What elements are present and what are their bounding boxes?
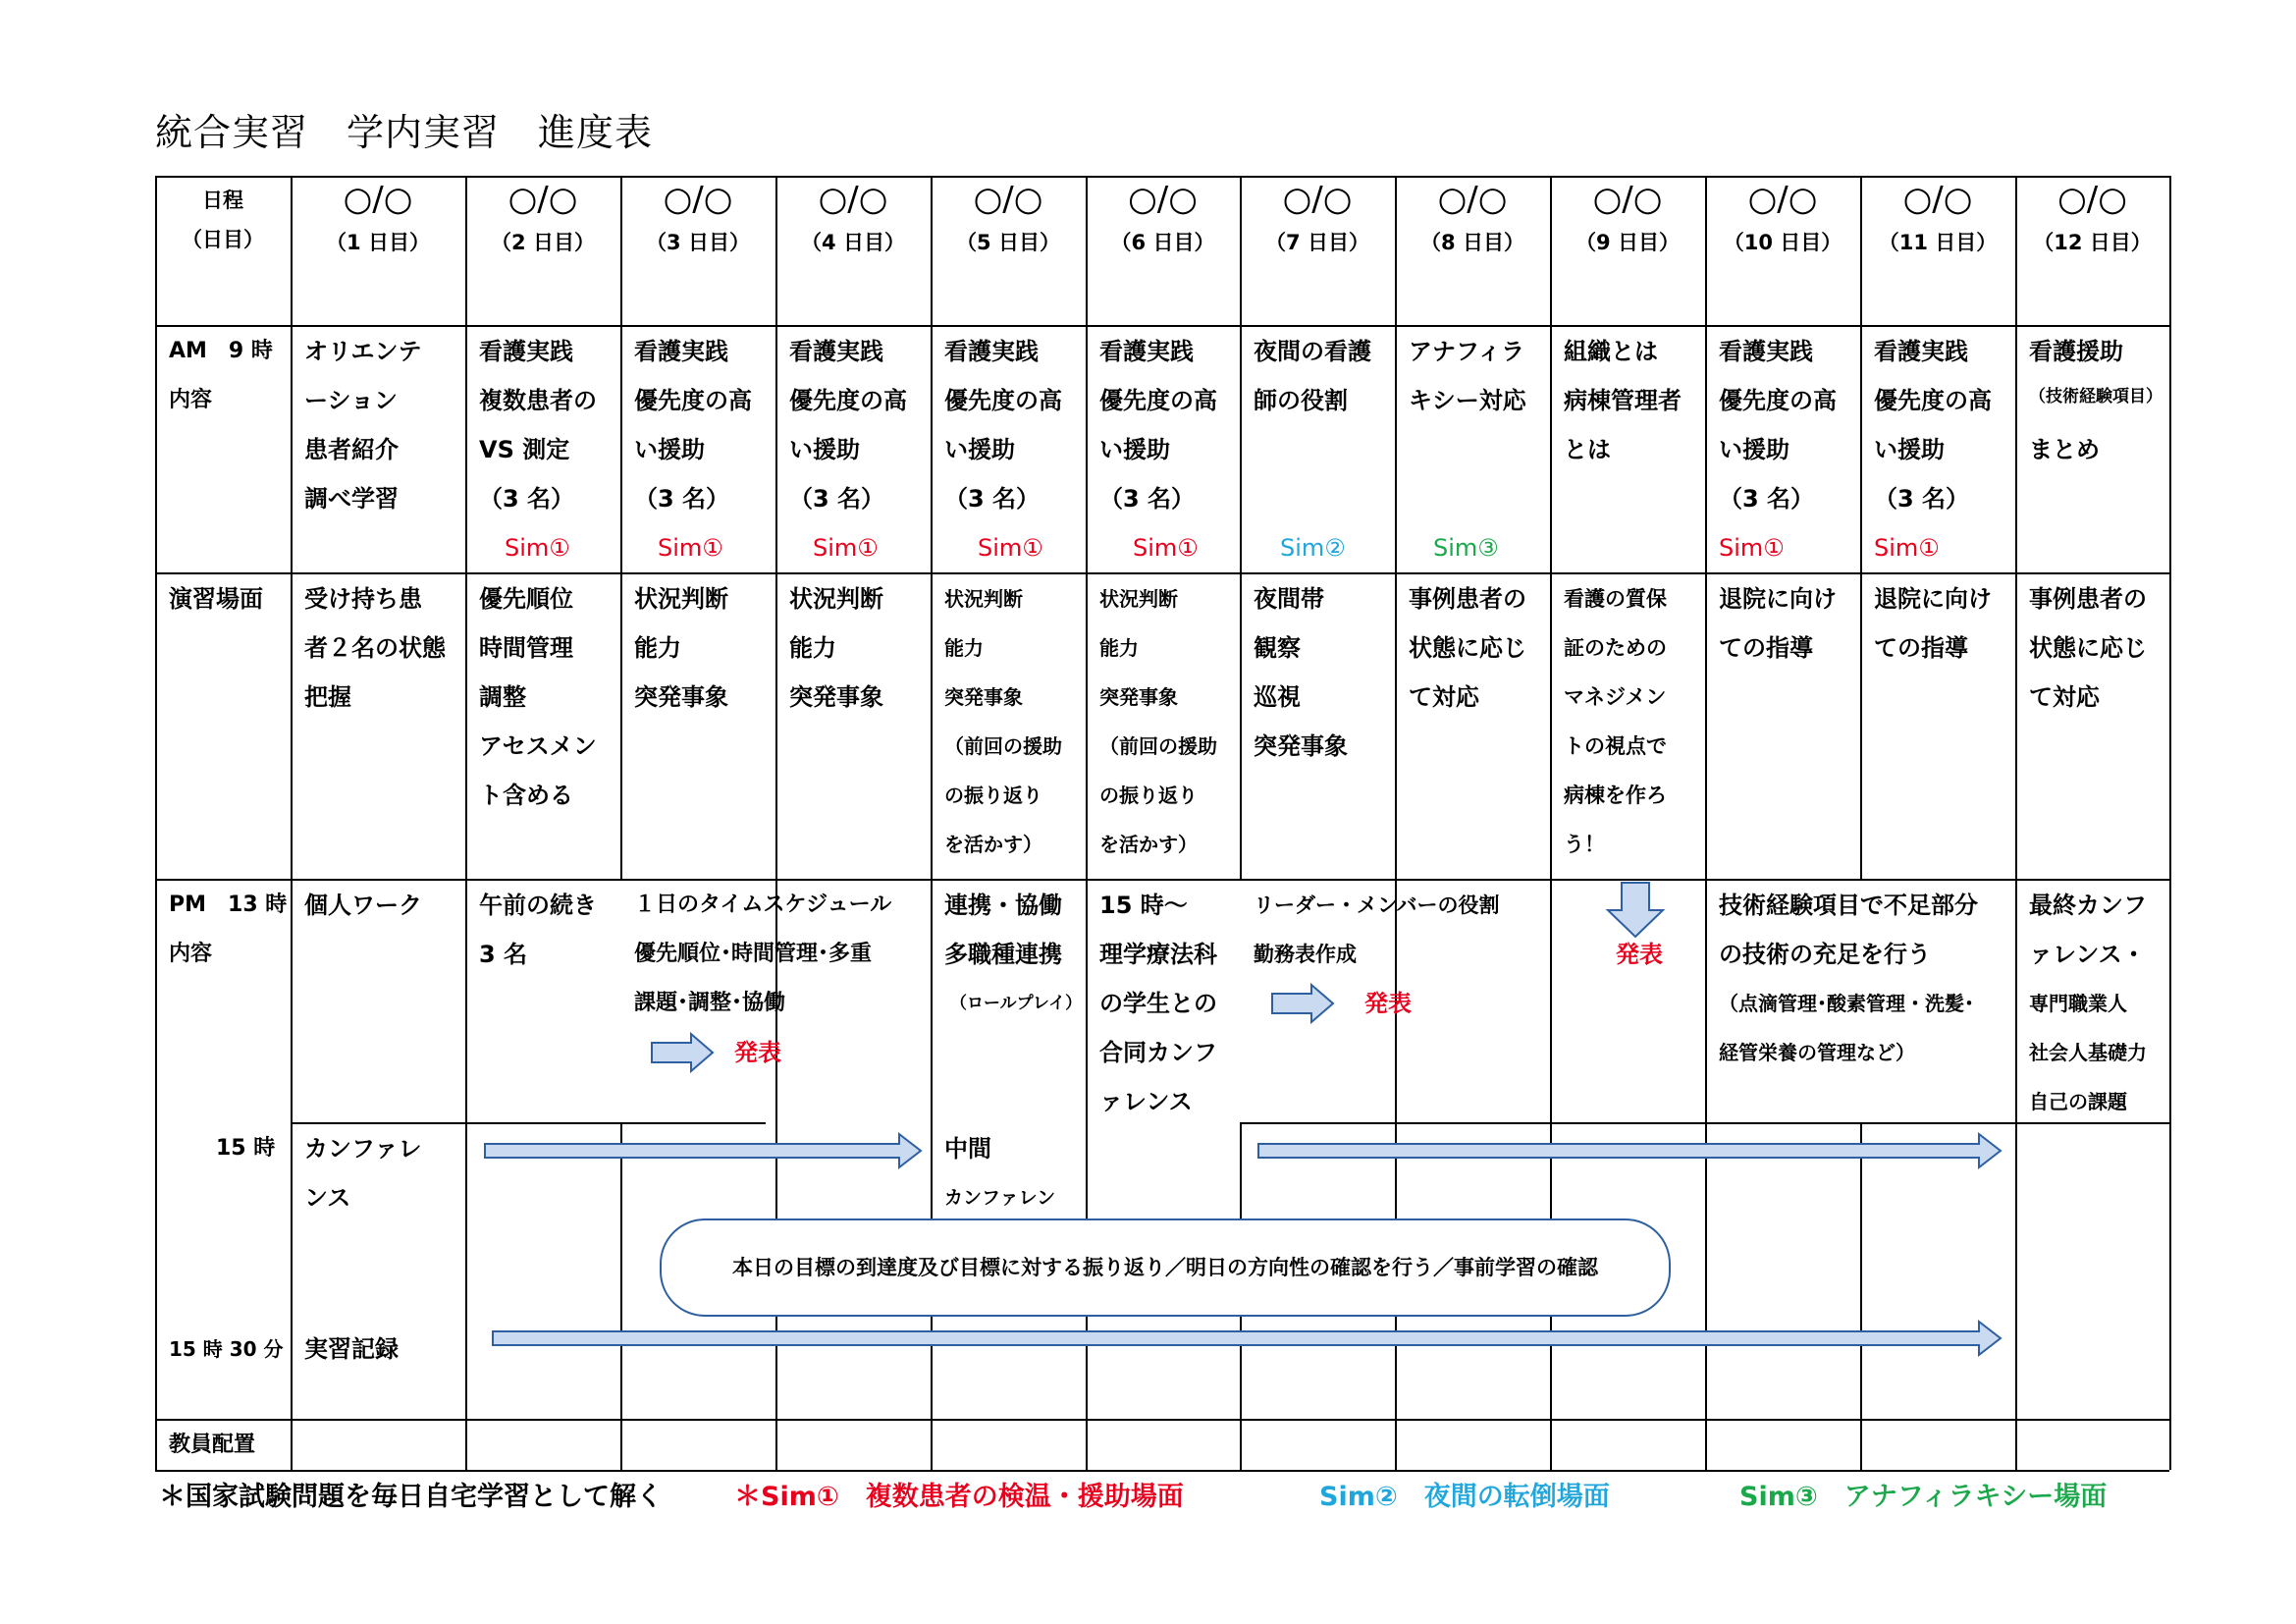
am-cell: 看護実践 複数患者の VS 測定 （3 名） bbox=[479, 338, 597, 513]
sim-label: Sim① bbox=[1719, 534, 1785, 562]
present-label: 発表 bbox=[1364, 990, 1412, 1017]
scene-cell: 退院に向け ての指導 bbox=[1719, 585, 1837, 662]
table-border-bottom bbox=[155, 1470, 2169, 1472]
pm-cell-day1: 個人ワーク bbox=[304, 892, 422, 919]
conference-label: カンファレ ンス bbox=[304, 1135, 422, 1212]
scene-cell: 状況判断 能力 突発事象 bbox=[634, 585, 728, 711]
table-border-right bbox=[2169, 176, 2171, 1470]
present-label: 発表 bbox=[734, 1039, 781, 1066]
am-cell: 組織とは 病棟管理者 とは bbox=[1564, 338, 1682, 463]
scene-cell: 受け持ち患 者２名の状態 把握 bbox=[304, 585, 446, 711]
sim-label: Sim① bbox=[1133, 534, 1199, 562]
am-cell-sub: （技術経験項目） bbox=[2029, 387, 2163, 406]
record-label: 実習記録 bbox=[304, 1335, 399, 1363]
pm-cell-day10-11: 技術経験項目で不足部分 の技術の充足を行う bbox=[1719, 892, 1978, 968]
pm-cell-day7-8: リーダー・メンバーの役割 勤務表作成 bbox=[1254, 893, 1500, 966]
pm-cell-day6: 15 時～ 理学療法科 の学生との 合同カンフ ァレンス bbox=[1099, 892, 1217, 1115]
pm-cell-day5: 連携・協働 多職種連携 bbox=[944, 892, 1062, 968]
pm-row-label: PM 13 時 内容 bbox=[169, 893, 288, 966]
staff-row-label: 教員配置 bbox=[169, 1433, 256, 1457]
day-header: ○/○ （4 日目） bbox=[801, 180, 905, 254]
am-cell: 看護実践 優先度の高 い援助 （3 名） bbox=[634, 338, 752, 513]
footer-sim1: ＊Sim① 複数患者の検温・援助場面 bbox=[734, 1482, 1184, 1512]
day-header: ○/○ （1 日目） bbox=[326, 180, 430, 254]
scene-cell: 状況判断 能力 突発事象 （前回の援助 の振り返り を活かす） bbox=[944, 587, 1062, 856]
sim-label: Sim① bbox=[658, 534, 723, 562]
day-header: ○/○ （10 日目） bbox=[1723, 180, 1842, 254]
day-header: ○/○ （2 日目） bbox=[491, 180, 595, 254]
day-header: ○/○ （12 日目） bbox=[2033, 180, 2152, 254]
pm-cell-day12: 最終カンフ ァレンス・ bbox=[2029, 892, 2147, 968]
footer-sim3: Sim③ アナフィラキシー場面 bbox=[1739, 1482, 2108, 1512]
long-arrow-icon bbox=[1258, 1134, 2001, 1167]
sim-label: Sim③ bbox=[1433, 534, 1499, 562]
present-label: 発表 bbox=[1616, 941, 1663, 968]
sim-label: Sim① bbox=[505, 534, 570, 562]
am-cell: 夜間の看護 師の役割 bbox=[1254, 338, 1371, 414]
sim-label: Sim② bbox=[1280, 534, 1346, 562]
am-cell: まとめ bbox=[2029, 436, 2100, 463]
scene-cell: 退院に向け ての指導 bbox=[1874, 585, 1992, 662]
day-header: ○/○ （8 日目） bbox=[1420, 180, 1524, 254]
reflection-banner: 本日の目標の到達度及び目標に対する振り返り／明日の方向性の確認を行う／事前学習の確認 bbox=[660, 1218, 1671, 1317]
sim-label: Sim① bbox=[978, 534, 1043, 562]
down-arrow-icon bbox=[1608, 883, 1663, 937]
right-arrow-icon bbox=[1272, 985, 1333, 1022]
am-cell: アナフィラ キシー対応 bbox=[1409, 338, 1526, 414]
pm-cell-day12-sub: 専門職業人 社会人基礎力 自己の課題 bbox=[2029, 992, 2147, 1113]
am-cell: 看護援助 bbox=[2029, 338, 2123, 365]
scene-cell: 優先順位 時間管理 調整 アセスメン ト含める bbox=[479, 585, 597, 809]
sim-label: Sim① bbox=[1874, 534, 1940, 562]
scene-cell: 状況判断 能力 突発事象 （前回の援助 の振り返り を活かす） bbox=[1099, 587, 1217, 856]
pm-cell-day3-4: １日のタイムスケジュール 優先順位･時間管理･多重 課題･調整･協働 bbox=[634, 893, 892, 1015]
scene-cell: 看護の質保 証のための マネジメン トの視点で 病棟を作ろ う！ bbox=[1564, 587, 1667, 856]
day-header: ○/○ （6 日目） bbox=[1110, 180, 1215, 254]
am-cell: 看護実践 優先度の高 い援助 （3 名） bbox=[944, 338, 1062, 513]
am-cell: 看護実践 優先度の高 い援助 （3 名） bbox=[1099, 338, 1217, 513]
scene-cell: 状況判断 能力 突発事象 bbox=[789, 585, 883, 711]
time-15-30: 15 時 30 分 bbox=[169, 1337, 284, 1361]
pm-cell-day2: 午前の続き 3 名 bbox=[479, 892, 597, 968]
scene-cell: 事例患者の 状態に応じ て対応 bbox=[1409, 585, 1526, 711]
header-label: 日程 （日目） bbox=[182, 189, 264, 251]
day-header: ○/○ （11 日目） bbox=[1878, 180, 1998, 254]
right-arrow-icon bbox=[652, 1034, 713, 1071]
schedule-table bbox=[155, 176, 2169, 1470]
mid-conference-sub: カンファレン bbox=[944, 1187, 1056, 1209]
sim-label: Sim① bbox=[813, 534, 879, 562]
footer-note: ＊国家試験問題を毎日自宅学習として解く bbox=[159, 1482, 663, 1512]
long-arrow-icon bbox=[485, 1134, 921, 1167]
mid-conference: 中間 bbox=[944, 1135, 991, 1163]
am-cell: オリエンテ ーション 患者紹介 調べ学習 bbox=[304, 338, 422, 513]
pm-cell-day5-sub: （ロールプレイ） bbox=[950, 994, 1083, 1013]
day-header: ○/○ （5 日目） bbox=[956, 180, 1060, 254]
day-header: ○/○ （3 日目） bbox=[646, 180, 750, 254]
day-header: ○/○ （9 日目） bbox=[1575, 180, 1680, 254]
am-cell: 看護実践 優先度の高 い援助 （3 名） bbox=[1874, 338, 1992, 513]
pm-cell-day10-11-sub: （点滴管理･酸素管理・洗髪･ 経管栄養の管理など） bbox=[1719, 992, 1974, 1064]
scene-row-label: 演習場面 bbox=[169, 585, 263, 613]
page-title: 統合実習 学内実習 進度表 bbox=[155, 111, 654, 154]
time-15: 15 時 bbox=[216, 1136, 276, 1161]
day-header: ○/○ （7 日目） bbox=[1265, 180, 1369, 254]
long-arrow-icon bbox=[493, 1322, 2001, 1355]
am-row-label: AM 9 時 内容 bbox=[169, 339, 273, 412]
footer-sim2: Sim② 夜間の転倒場面 bbox=[1319, 1482, 1610, 1512]
am-cell: 看護実践 優先度の高 い援助 （3 名） bbox=[789, 338, 907, 513]
scene-cell: 事例患者の 状態に応じ て対応 bbox=[2029, 585, 2147, 711]
am-cell: 看護実践 優先度の高 い援助 （3 名） bbox=[1719, 338, 1837, 513]
scene-cell: 夜間帯 観察 巡視 突発事象 bbox=[1254, 585, 1348, 760]
